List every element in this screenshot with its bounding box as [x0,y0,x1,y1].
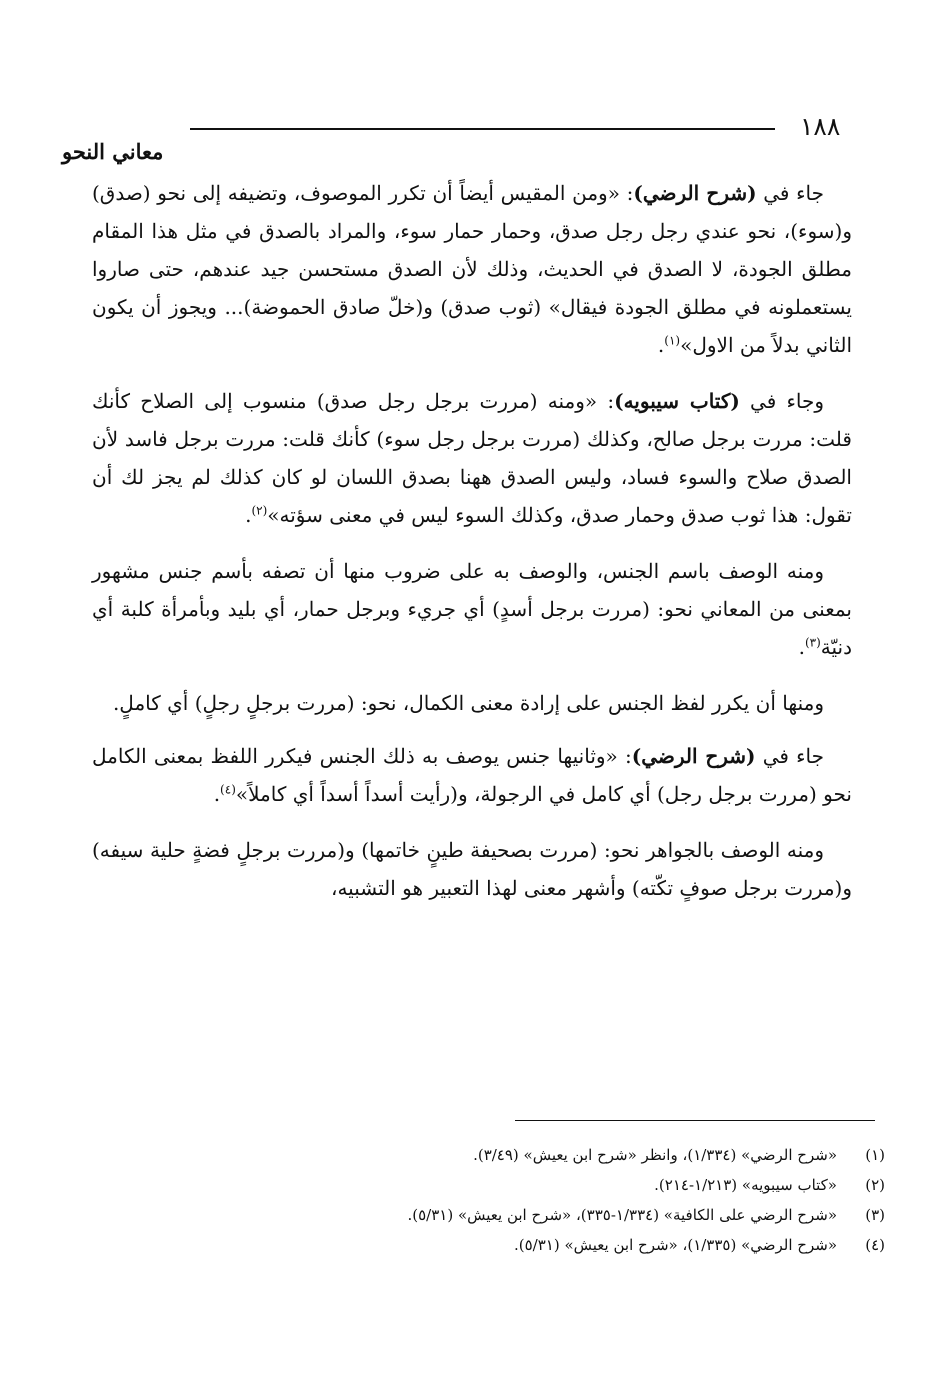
footnote-ref: (١) [664,333,681,348]
footnote-ref: (٤) [220,782,236,797]
paragraph-text: : «ومن المقيس أيضاً أن تكرر الموصوف، وتضيفه إلى نحو (صدق) و(سوء)، نحو عندي رجل رجل صدق، وحمار حمار سوء، والمراد بالصدق في مثل هذا المقام مطلق الجودة، لا الصدق في الحديث، وذلك لأن الصدق مستحسن جيد عندهم، حتى صاروا يستعملونه في مطلق الجودة فيقال» (ثوب صدق) و(خلّ صادق الحموضة)... ويجوز أن يكون الثاني بدلاً من الاول» [92,181,852,357]
running-title: معاني النحو [62,139,164,164]
paragraph-end: . [657,333,665,357]
paragraph-end: . [798,635,805,659]
main-text [92,174,852,925]
paragraph-text: : «ومنه (مررت برجل رجل صدق) منسوب إلى الصلاح كأنك قلت: مررت برجل صالح، وكذلك (مررت برجل رجل سوء) كأنك قلت: مررت برجل فاسد لأن الصدق صلاح والسوء فساد، وليس الصدق ههنا بصدق اللسان لو كان كذلك لم يجز لك أن تقول: هذا ثوب صدق وحمار صدق، وكذلك السوء ليس في معنى سؤته» [92,389,852,527]
footnote-ref: (٢) [251,503,268,518]
footnote-2 [200,1170,885,1200]
paragraph-end: . [213,782,221,806]
footnote-text: «شرح الرضي على الكافية» (١/٣٣٤-٣٣٥)، «شرح ابن يعيش» (٥/٣١). [407,1206,837,1224]
footnote-ref: (٣) [804,635,821,650]
source-title: (شرح الرضي) [633,181,757,205]
paragraph-5 [92,737,852,813]
footnote-text: «شرح الرضي» (١/٣٣٥)، «شرح ابن يعيش» (٥/٣١). [514,1236,837,1254]
footnote-4 [200,1230,885,1260]
footnote-3 [200,1200,885,1230]
page-header [0,112,935,172]
footnote-separator [515,1120,875,1121]
footnote-text: «كتاب سيبويه» (١/٢١٣-٢١٤). [654,1176,837,1194]
footnotes [200,1140,885,1260]
paragraph-intro: جاء في [762,744,825,768]
paragraph-end: . [112,691,120,715]
paragraph-1 [92,174,852,364]
paragraph-text: ومنه الوصف باسم الجنس، والوصف به على ضروب منها أن تصفه بأسم جنس مشهور بمعنى من المعاني نحو: (مررت برجل أسدٍ) أي جريء وبرجل حمار، أي بليد وبأمرأة كلبة أي دنيّة [92,559,852,659]
page-number: ١٨٨ [800,112,841,141]
paragraph-text: ومنه الوصف بالجواهر نحو: (مررت بصحيفة طينٍ خاتمها) و(مررت برجلٍ فضةٍ حلية سيفه) و(مررت برجل صوفٍ تكّته) وأشهر معنى لهذا التعبير هو التشبيه، [92,838,852,900]
footnote-number: (٢) [865,1176,885,1194]
footnote-number: (٣) [865,1206,885,1224]
paragraph-2 [92,382,852,534]
source-title: (شرح الرضي) [631,744,756,768]
footnote-1 [200,1140,885,1170]
paragraph-end: . [245,503,252,527]
paragraph-intro: جاء في [763,181,825,205]
footnote-number: (٤) [865,1236,885,1254]
paragraph-intro: وجاء في [750,389,824,413]
footnote-text: «شرح الرضي» (١/٣٣٤)، وانظر «شرح ابن يعيش» (٣/٤٩). [473,1146,837,1164]
source-title: (كتاب سيبويه) [614,389,740,413]
paragraph-3 [92,552,852,666]
paragraph-text: : «وثانيها جنس يوصف به ذلك الجنس فيكرر اللفظ بمعنى الكامل نحو (مررت برجل رجل) أي كامل في الرجولة، و(رأيت أسداً أسداً أي كاملاً» [92,744,852,806]
paragraph-text: ومنها أن يكرر لفظ الجنس على إرادة معنى الكمال، نحو: (مررت برجلٍ رجلٍ) أي كاملٍ [119,691,824,715]
footnote-number: (١) [865,1146,885,1164]
header-rule [190,128,775,130]
paragraph-4 [92,684,852,722]
paragraph-6 [92,831,852,907]
